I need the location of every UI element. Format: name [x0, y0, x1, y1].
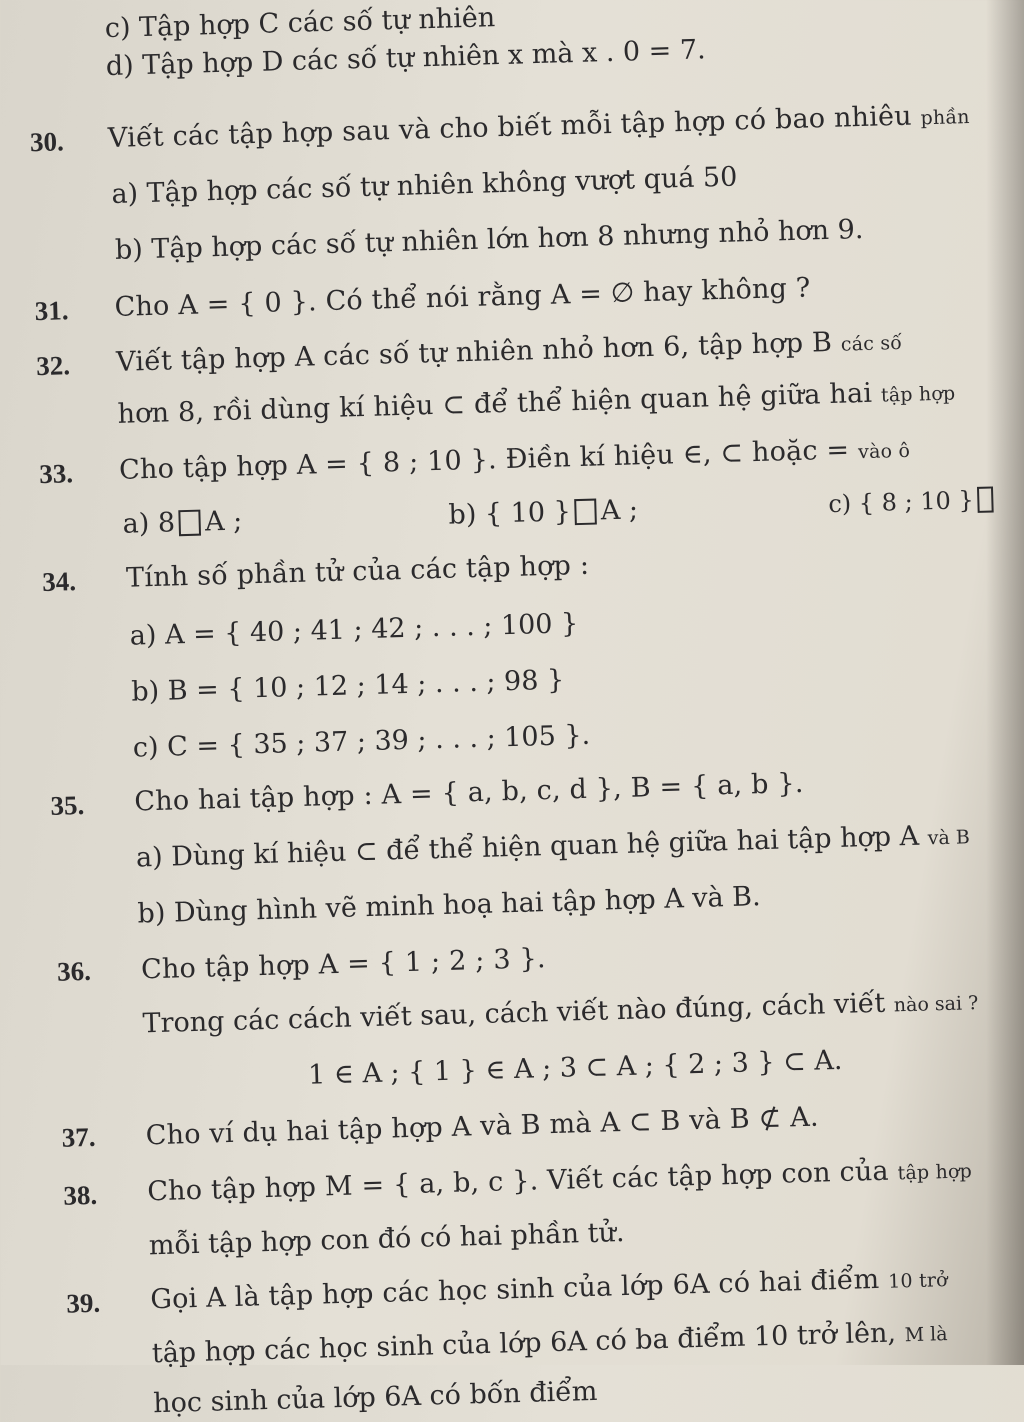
- exercise-33b-pre: b) { 10 }: [448, 496, 572, 531]
- exercise-33a-post: A ;: [204, 505, 243, 538]
- exercise-number-34: 34.: [41, 566, 77, 598]
- exercise-36-text: Cho tập hợp A = { 1 ; 2 ; 3 }.: [140, 943, 547, 986]
- answer-box-33a: [179, 510, 202, 537]
- exercise-38-tail: tập hợp: [897, 1160, 973, 1185]
- exercise-39c: học sinh của lớp 6A có bốn điểm: [152, 1375, 598, 1420]
- exercise-32-text-2: [117, 377, 956, 430]
- exercise-30-main: Viết các tập hợp sau và cho biết mỗi tập hợp có bao nhiêu: [107, 100, 913, 155]
- exercise-31-text: Cho A = { 0 }. Có thể nói rằng A = ∅ hay không ?: [114, 272, 811, 323]
- exercise-number-32: 32.: [35, 350, 71, 382]
- exercise-33-tail: vào ô: [857, 439, 911, 464]
- exercise-33a: [122, 505, 243, 540]
- exercise-number-30: 30.: [29, 126, 65, 158]
- exercise-39-tail: 10 trở: [887, 1269, 949, 1293]
- exercise-36-question-main: Trong các cách viết sau, cách viết nào đúng, cách viết: [142, 987, 886, 1040]
- exercise-36-options: 1 ∈ A ; { 1 } ∈ A ; 3 ⊂ A ; { 2 ; 3 } ⊂ A.: [307, 1044, 843, 1091]
- exercise-number-37: 37.: [61, 1121, 96, 1153]
- exercise-39b-tail: M là: [904, 1323, 948, 1347]
- exercise-33a-pre: a) 8: [122, 507, 176, 540]
- exercise-38-text: [146, 1155, 973, 1208]
- exercise-number-33: 33.: [38, 458, 74, 490]
- exercise-35a-tail: và B: [927, 826, 971, 850]
- exercise-32-main: Viết tập hợp A các số tự nhiên nhỏ hơn 6, tập hợp B: [115, 326, 833, 378]
- exercise-33b-post: A ;: [600, 494, 639, 527]
- exercise-32-text: [116, 327, 903, 376]
- exercise-number-31: 31.: [34, 295, 69, 327]
- exercise-30b: b) Tập hợp các số tự nhiên lớn hơn 8 nhưng nhỏ hơn 9.: [114, 213, 864, 266]
- exercise-33-text: [119, 435, 911, 484]
- exercise-number-36: 36.: [56, 955, 92, 987]
- exercise-30-tail: phần: [920, 105, 970, 130]
- page-edge-shadow: [986, 0, 1024, 1365]
- answer-box-33b: [574, 499, 597, 526]
- exercise-number-35: 35.: [50, 789, 85, 821]
- exercise-33b: [448, 494, 639, 531]
- exercise-36-question: [142, 987, 979, 1040]
- exercise-32-line2-tail: tập hợp: [880, 382, 956, 407]
- exercise-39b-main: tập hợp các học sinh của lớp 6A có ba điểm 10 trở lên,: [151, 1317, 897, 1370]
- exercise-34c: c) C = { 35 ; 37 ; 39 ; . . . ; 105 }.: [132, 719, 591, 764]
- exercise-33c-pre: c) { 8 ; 10 }: [828, 486, 975, 519]
- exercise-35a: [135, 820, 971, 874]
- exercise-38-main: Cho tập hợp M = { a, b, c }. Viết các tập hợp con của: [146, 1155, 890, 1208]
- exercise-34-text: Tính số phần tử của các tập hợp :: [125, 549, 590, 594]
- exercise-39b: [151, 1317, 948, 1370]
- exercise-29d: d) Tập hợp D các số tự nhiên x mà x . 0 = 7.: [105, 34, 707, 83]
- exercise-37-text: Cho ví dụ hai tập hợp A và B mà A ⊂ B và B ⊄ A.: [145, 1101, 820, 1152]
- exercise-33-main: Cho tập hợp A = { 8 ; 10 }. Điền kí hiệu ∈, ⊂ hoặc =: [118, 434, 850, 486]
- exercise-35b: b) Dùng hình vẽ minh hoạ hai tập hợp A và B.: [137, 881, 762, 930]
- exercise-30a: a) Tập hợp các số tự nhiên không vượt quá 50: [111, 161, 738, 210]
- exercise-number-39: 39.: [66, 1287, 101, 1319]
- exercise-33c: [828, 486, 998, 517]
- exercise-32-line2-main: hơn 8, rồi dùng kí hiệu ⊂ để thể hiện quan hệ giữa hai: [117, 377, 873, 430]
- exercise-39-main: Gọi A là tập hợp các học sinh của lớp 6A có hai điểm: [149, 1263, 880, 1316]
- exercise-29c: c) Tập hợp C các số tự nhiên: [104, 2, 496, 45]
- exercise-38b: mỗi tập hợp con đó có hai phần tử.: [148, 1217, 625, 1262]
- exercise-34b: b) B = { 10 ; 12 ; 14 ; . . . ; 98 }: [130, 664, 565, 708]
- exercise-36-question-tail: nào sai ?: [893, 992, 979, 1017]
- exercise-32-tail: các số: [840, 331, 903, 356]
- exercise-39-text: [149, 1263, 949, 1316]
- exercise-34a: a) A = { 40 ; 41 ; 42 ; . . . ; 100 }: [129, 608, 579, 652]
- exercise-number-38: 38.: [62, 1179, 98, 1211]
- exercise-30-text: [107, 100, 970, 155]
- exercise-35a-main: a) Dùng kí hiệu ⊂ để thể hiện quan hệ giữa hai tập hợp A: [135, 820, 920, 874]
- exercise-35-text: Cho hai tập hợp : A = { a, b, c, d }, B = { a, b }.: [134, 767, 804, 818]
